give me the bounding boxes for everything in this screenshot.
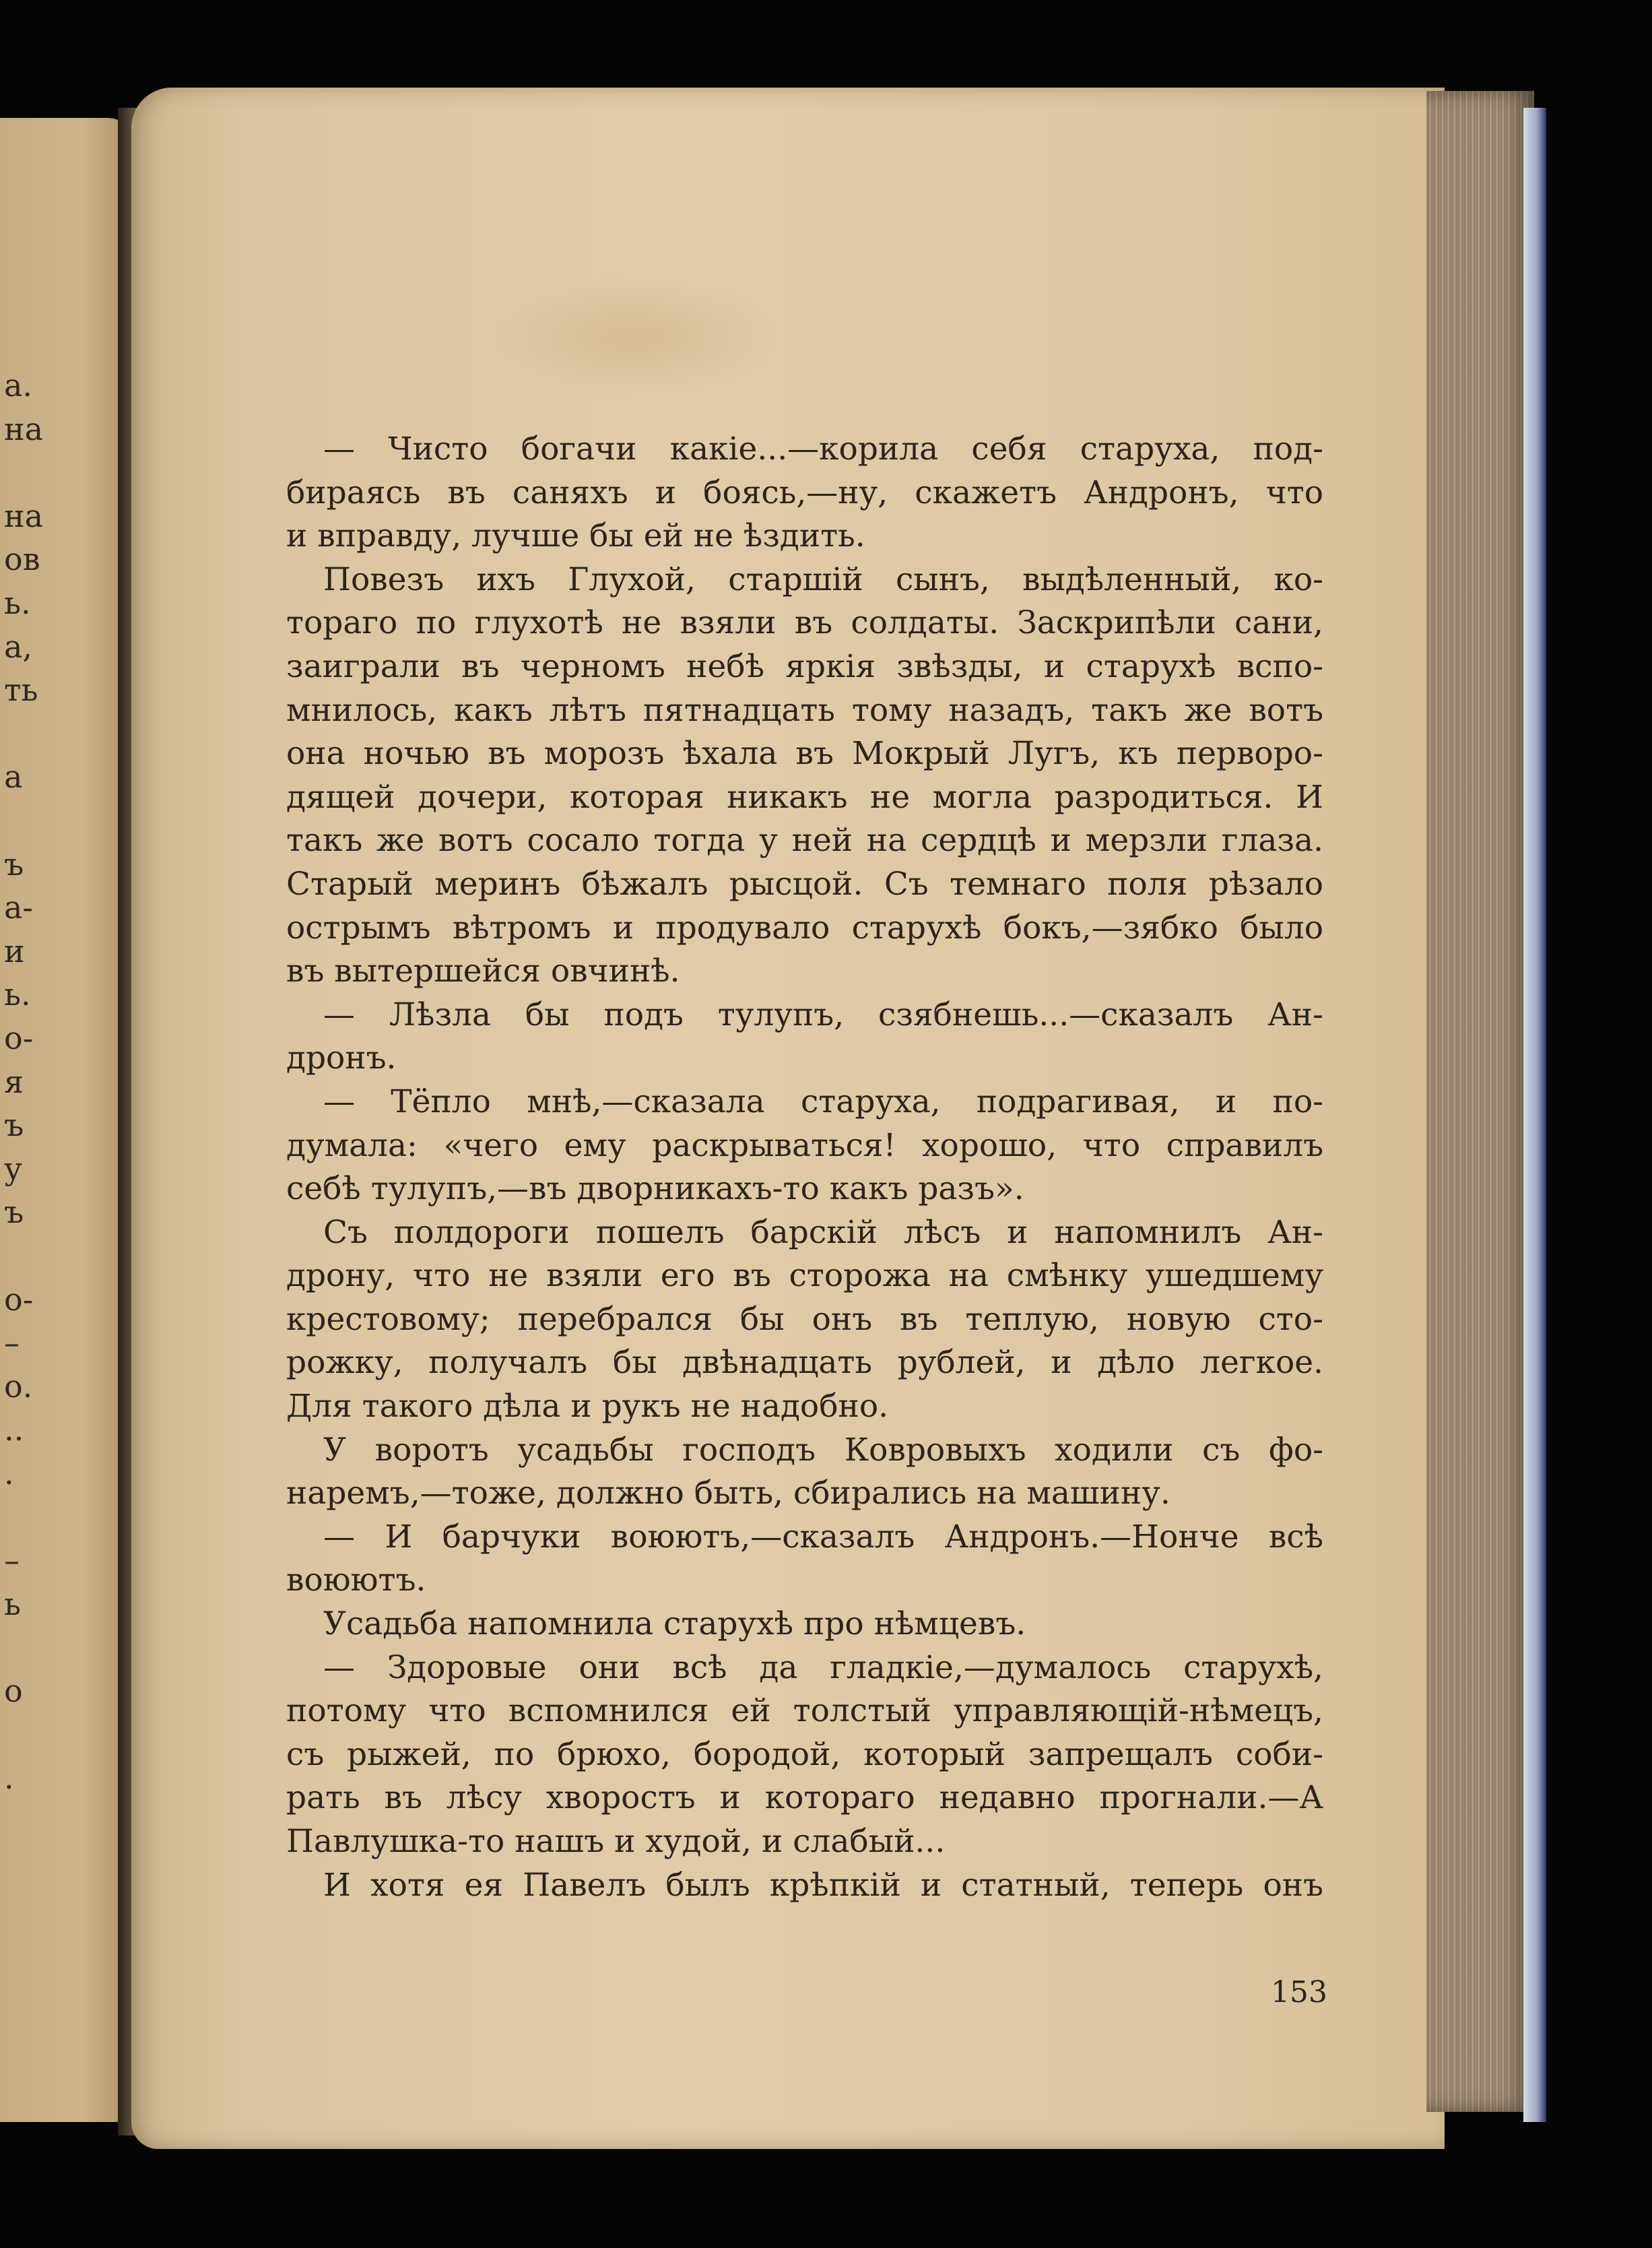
text-line: въ вытершейся овчинѣ. [286, 953, 680, 990]
text-line: — Чисто богачи какіе...—корила себя старуха, под- [323, 430, 1323, 468]
text-line: У воротъ усадьбы господъ Ковровыхъ ходили съ фо- [323, 1431, 1323, 1469]
text-line: — И барчуки воюютъ,—сказалъ Андронъ.—Нонче всѣ [323, 1518, 1323, 1555]
text-line: крестовому; перебрался бы онъ въ теплую, новую сто- [286, 1300, 1323, 1338]
left-page-fragment: – [4, 1324, 20, 1361]
left-page-fragment: а, [4, 628, 33, 665]
left-page-fragment: ть [4, 672, 38, 709]
left-page-fragment: . [4, 1455, 14, 1491]
left-page-fragment: и [4, 932, 25, 969]
page-number: 153 [1271, 1975, 1327, 2010]
text-line: наремъ,—тоже, должно быть, сбирались на машину. [286, 1475, 1170, 1512]
body-text [286, 428, 1323, 1907]
left-page-fragment: на [4, 410, 44, 447]
page-edges [1426, 91, 1534, 2112]
text-line: Повезъ ихъ Глухой, старшій сынъ, выдѣленный, ко- [323, 560, 1323, 598]
left-facing-page [0, 118, 135, 2122]
right-page [131, 88, 1445, 2149]
paper-stain [495, 276, 778, 397]
text-line: острымъ вѣтромъ и продувало старухѣ бокъ,—зябко было [286, 909, 1323, 946]
text-line: заиграли въ черномъ небѣ яркія звѣзды, и старухѣ вспо- [286, 647, 1323, 685]
text-line: воюютъ. [286, 1562, 426, 1599]
left-page-text-fragments [0, 118, 135, 2122]
text-line: мнилось, какъ лѣтъ пятнадцать тому назадъ, такъ же вотъ [286, 691, 1323, 729]
left-page-fragment: – [4, 1542, 20, 1579]
text-line: тораго по глухотѣ не взяли въ солдаты. Заскрипѣли сани, [286, 604, 1323, 642]
text-line: Съ полдороги пошелъ барскій лѣсъ и напомнилъ Ан- [323, 1213, 1323, 1251]
left-page-fragment: о. [4, 1368, 33, 1405]
left-page-fragment: а [4, 759, 23, 796]
text-line: думала: «чего ему раскрываться! хорошо, что справилъ [286, 1126, 1323, 1164]
left-page-fragment: ъ [4, 845, 24, 882]
left-page-fragment: ъ [4, 1107, 24, 1144]
left-page-fragment: ь. [4, 976, 31, 1013]
text-line: себѣ тулупъ,—въ дворникахъ-то какъ разъ». [286, 1170, 1024, 1208]
text-line: — Тёпло мнѣ,—сказала старуха, подрагивая, и по- [323, 1083, 1323, 1120]
left-page-fragment: о- [4, 1020, 34, 1056]
left-page-fragment: на [4, 497, 44, 534]
text-line: — Здоровые они всѣ да гладкіе,—думалось старухѣ, [323, 1648, 1323, 1686]
text-line: Для такого дѣла и рукъ не надобно. [286, 1388, 889, 1425]
left-page-fragment: о- [4, 1281, 34, 1318]
text-line: Усадьба напомнила старухѣ про нѣмцевъ. [323, 1605, 1026, 1643]
left-page-fragment: я [4, 1063, 24, 1100]
text-line: рать въ лѣсу хворостъ и котораго недавно прогнали.—А [286, 1779, 1323, 1817]
left-page-fragment: о [4, 1673, 23, 1709]
text-line: дрону, что не взяли его въ сторожа на смѣнку ушедшему [286, 1257, 1323, 1295]
text-line: съ рыжей, по брюхо, бородой, который запрещалъ соби- [286, 1735, 1323, 1773]
text-line: такъ же вотъ сосало тогда у ней на сердцѣ и мерзли глаза. [286, 822, 1323, 860]
text-line: и вправду, лучше бы ей не ѣздить. [286, 517, 865, 555]
text-line: Старый меринъ бѣжалъ рысцой. Съ темнаго поля рѣзало [286, 865, 1323, 903]
text-line: рожку, получалъ бы двѣнадцать рублей, и дѣло легкое. [286, 1344, 1323, 1382]
text-line: бираясь въ саняхъ и боясь,—ну, скажетъ Андронъ, что [286, 474, 1323, 511]
left-page-fragment: ов [4, 541, 40, 578]
left-page-fragment: у [4, 1150, 23, 1187]
left-page-fragment: а- [4, 889, 33, 926]
left-page-fragment: ъ [4, 1194, 24, 1231]
text-line: Павлушка-то нашъ и худой, и слабый... [286, 1823, 946, 1860]
left-page-fragment: ь [4, 1585, 22, 1622]
left-page-fragment: . [4, 1760, 14, 1797]
left-page-fragment: ь. [4, 585, 31, 621]
book-cover-edge [1523, 108, 1546, 2122]
text-line: дронъ. [286, 1039, 397, 1077]
left-page-fragment: а. [4, 367, 33, 404]
text-line: она ночью въ морозъ ѣхала въ Мокрый Лугъ, къ перворо- [286, 735, 1323, 773]
text-line: потому что вспомнился ей толстый управляющій-нѣмецъ, [286, 1692, 1323, 1730]
left-page-fragment: .. [4, 1411, 24, 1448]
text-line: дящей дочери, которая никакъ не могла разродиться. И [286, 778, 1323, 816]
text-line: — Лѣзла бы подъ тулупъ, сзябнешь...—сказалъ Ан- [323, 996, 1323, 1033]
text-line: И хотя ея Павелъ былъ крѣпкій и статный, теперь онъ [323, 1866, 1323, 1904]
